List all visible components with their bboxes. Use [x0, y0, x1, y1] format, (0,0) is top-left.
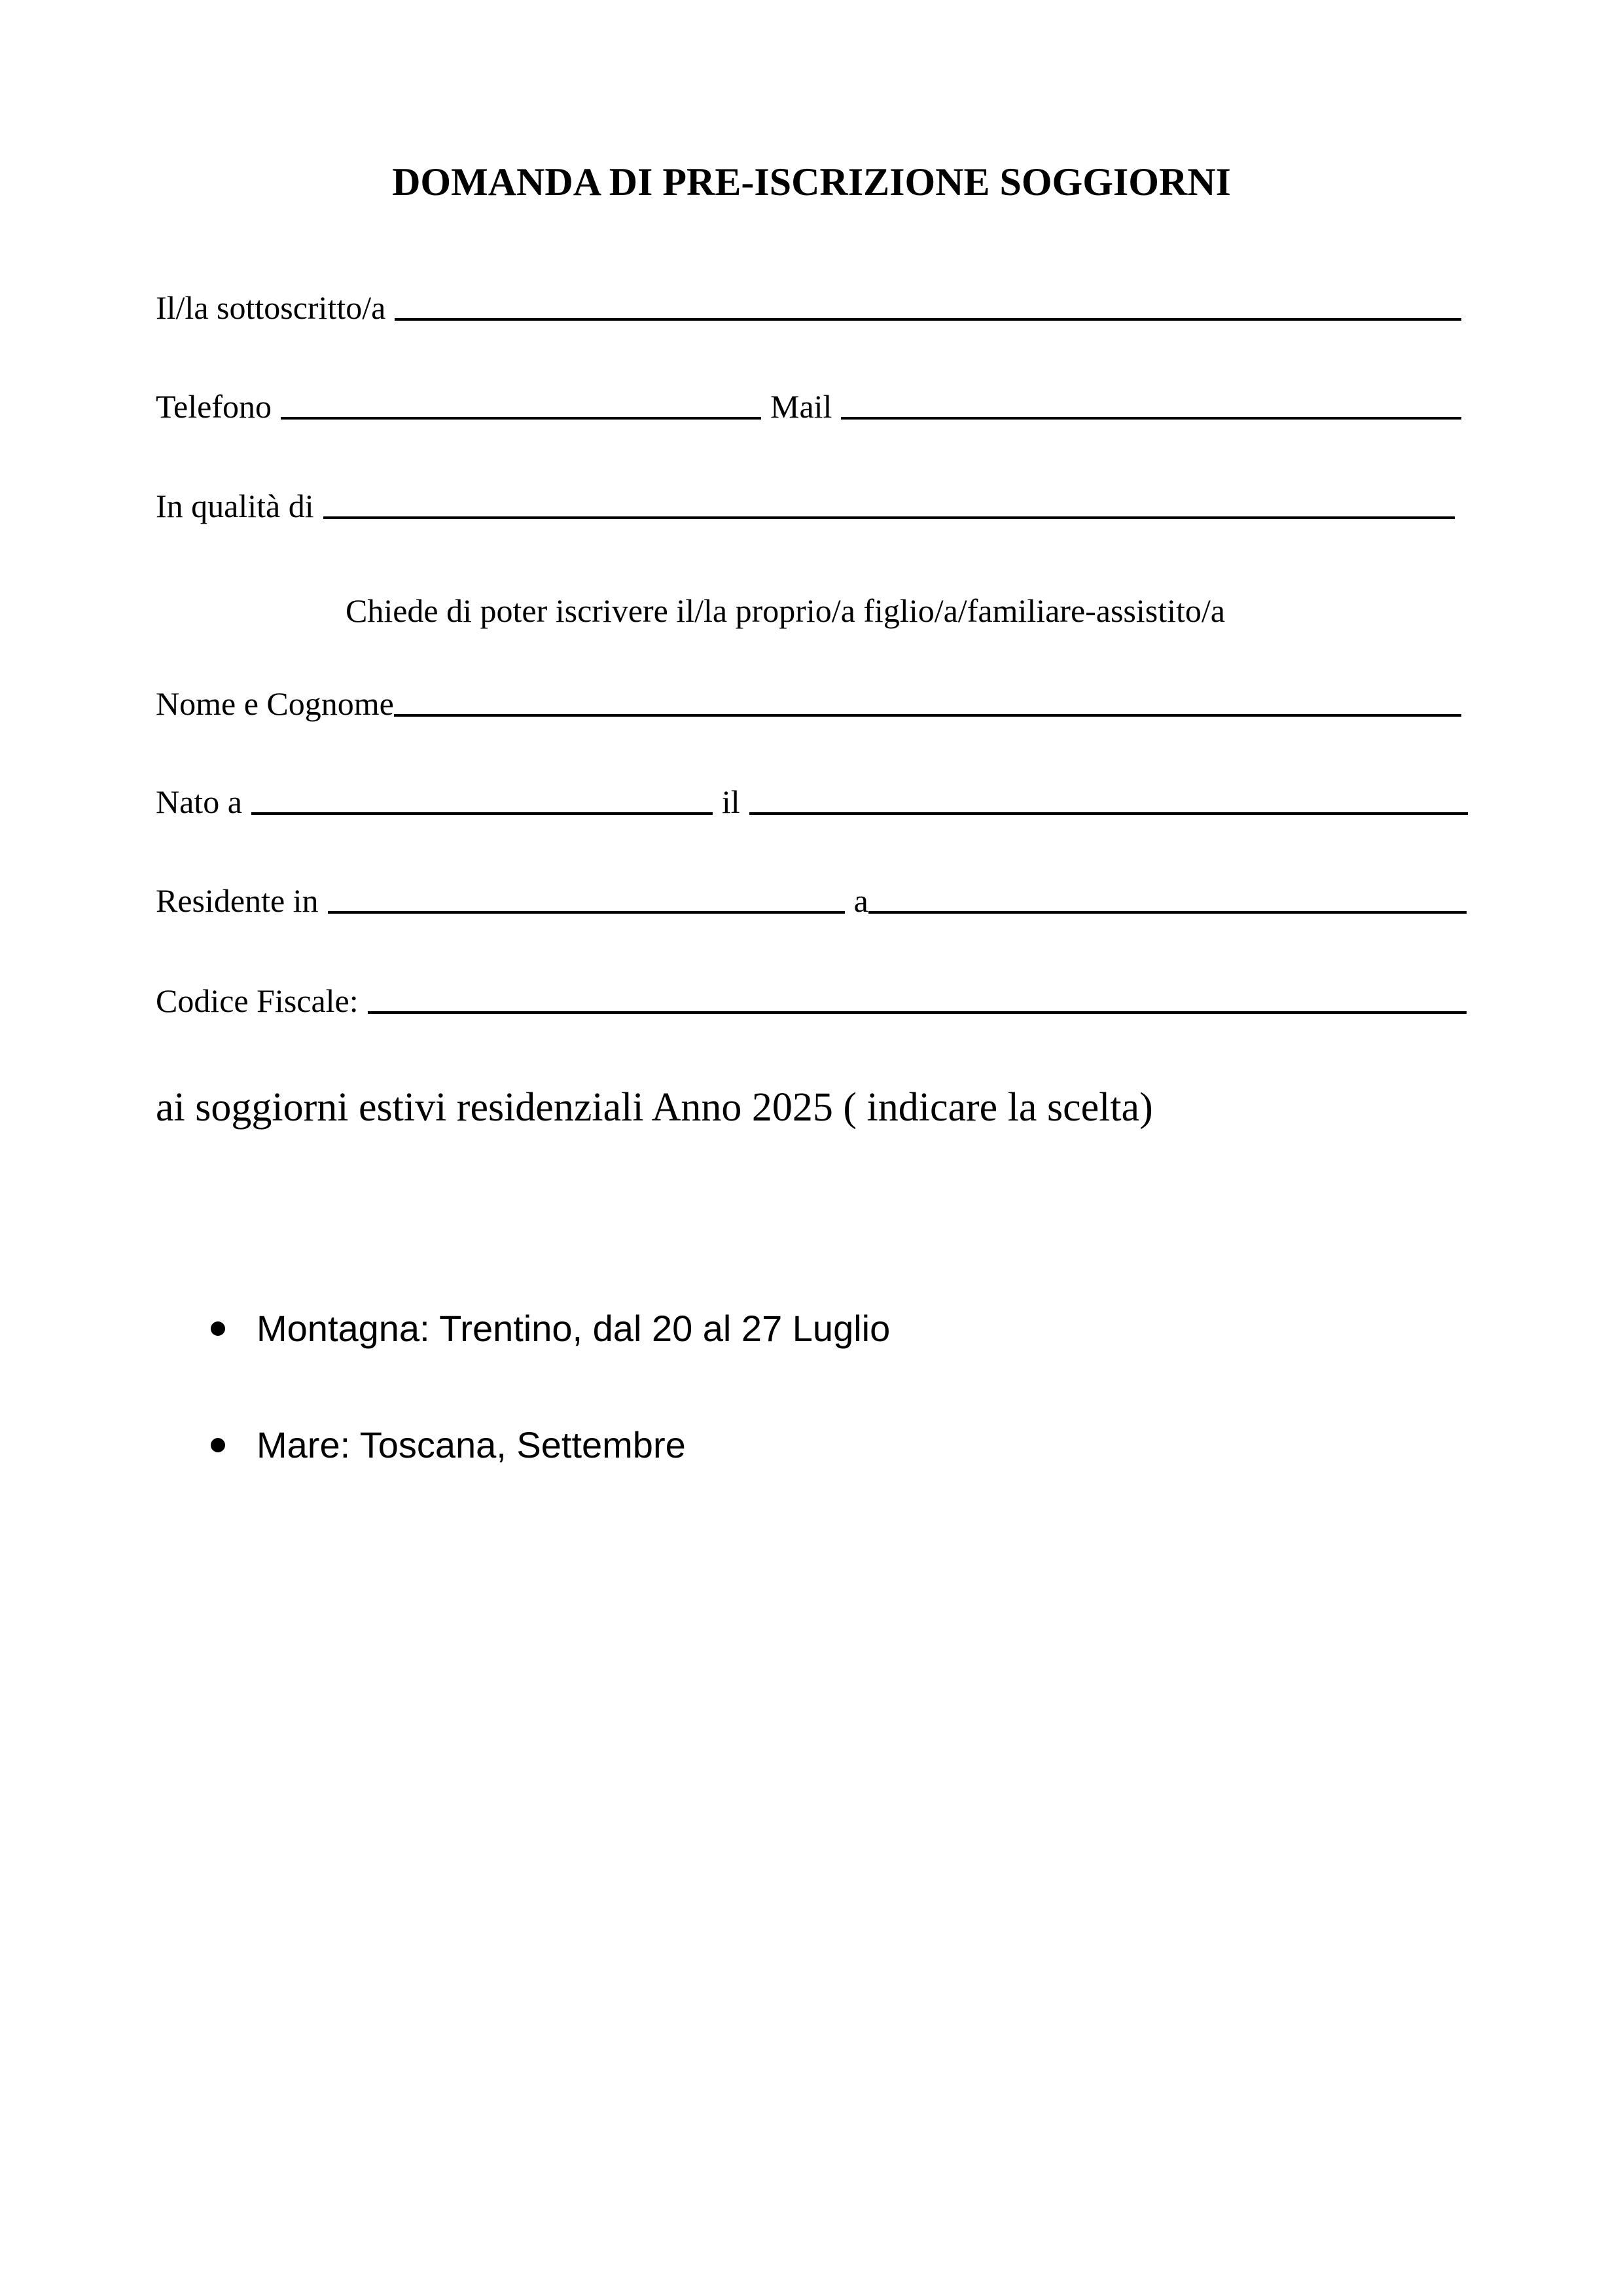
option-label: Mare: Toscana, Settembre [257, 1424, 686, 1465]
page-title: DOMANDA DI PRE-ISCRIZIONE SOGGIORNI [392, 160, 1231, 204]
nato-il-label: il [721, 783, 740, 820]
nato-il-field[interactable] [749, 807, 1468, 815]
sottoscritto-label: Il/la sottoscritto/a [156, 289, 386, 326]
option-label: Montagna: Trentino, dal 20 al 27 Luglio [257, 1308, 891, 1349]
contact-row [156, 380, 1461, 426]
nato-a-label: Nato a [156, 783, 242, 820]
residente-a-label: a [853, 882, 868, 919]
bullet-icon [211, 1321, 225, 1336]
telefono-label: Telefono [156, 388, 272, 425]
qualita-label: In qualità di [156, 488, 314, 524]
residente-a-field[interactable] [868, 906, 1467, 914]
nascita-row [156, 776, 1468, 821]
residente-in-field[interactable] [328, 906, 845, 914]
codice-fiscale-label: Codice Fiscale: [156, 982, 359, 1019]
bullet-icon [211, 1438, 225, 1452]
residenza-row [156, 874, 1467, 920]
nome-cognome-field[interactable] [394, 709, 1461, 717]
option-montagna[interactable] [208, 1306, 890, 1352]
choice-statement: ai soggiorni estivi residenziali Anno 2025 ( indicare la scelta) [156, 1085, 1153, 1130]
option-mare[interactable] [208, 1422, 686, 1468]
codice-fiscale-field[interactable] [368, 1006, 1467, 1014]
residente-in-label: Residente in [156, 882, 319, 919]
request-statement: Chiede di poter iscrivere il/la proprio/a figlio/a/familiare-assistito/a [345, 592, 1226, 629]
mail-label: Mail [770, 388, 832, 425]
codice-fiscale-row [156, 975, 1467, 1020]
telefono-field[interactable] [281, 412, 761, 420]
qualita-row [156, 480, 1455, 526]
qualita-field[interactable] [323, 511, 1455, 519]
nato-a-field[interactable] [251, 807, 713, 815]
nome-cognome-row [156, 677, 1461, 723]
mail-field[interactable] [841, 412, 1461, 420]
nome-cognome-label: Nome e Cognome [156, 685, 394, 722]
sottoscritto-field[interactable] [395, 313, 1461, 321]
sottoscritto-row [156, 281, 1461, 327]
